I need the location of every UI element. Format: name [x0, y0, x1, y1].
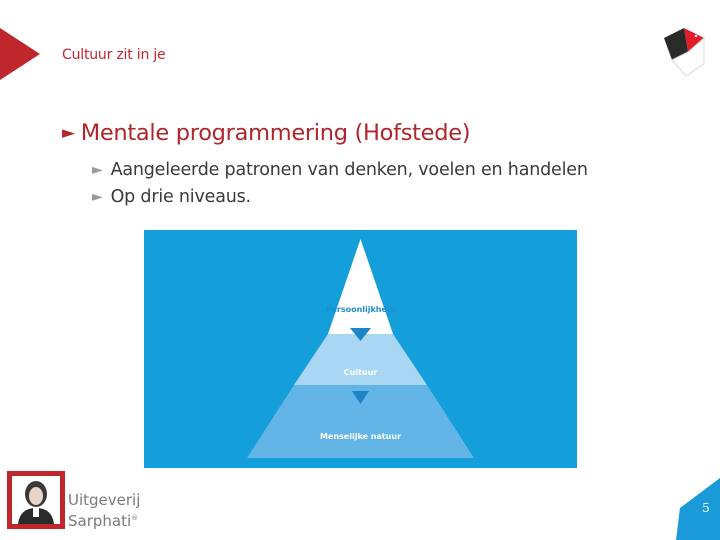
- pyramid-diagram: [144, 230, 577, 468]
- bullet-item: [92, 157, 588, 184]
- pyramid-label-human-nature: Menselijke natuur: [319, 432, 402, 441]
- bullet-item: [92, 184, 588, 211]
- publisher-portrait-logo: [6, 470, 66, 530]
- bullet-list: [92, 157, 588, 211]
- pyramid-label-culture: Cultuur: [343, 368, 378, 377]
- logo-mark-icon: [660, 26, 706, 78]
- bullet-arrow-icon: ►: [92, 162, 103, 178]
- slide-title-text: Mentale programmering (Hofstede): [80, 120, 471, 146]
- title-arrow-icon: ►: [62, 123, 75, 143]
- slide-header: Cultuur zit in je: [62, 47, 166, 63]
- pyramid-level-middle: [294, 334, 427, 385]
- pyramid-svg: [144, 230, 577, 468]
- slide-title: [62, 120, 470, 146]
- page-number-badge: [676, 478, 720, 540]
- bullet-text: Op drie niveaus.: [110, 187, 251, 207]
- pyramid-level-top: [328, 239, 393, 334]
- bullet-arrow-icon: ►: [92, 189, 103, 205]
- publisher-line-1: Uitgeverij: [68, 491, 141, 509]
- pyramid-label-personality: Persoonlijkheid: [325, 305, 396, 314]
- page-number: 5: [702, 501, 710, 515]
- corner-flag: [0, 28, 42, 80]
- trademark-symbol: ®: [131, 514, 139, 522]
- publisher-line-2: Sarphati: [68, 512, 132, 530]
- publisher-name: [68, 491, 140, 530]
- bullet-text: Aangeleerde patronen van denken, voelen en handelen: [110, 160, 588, 180]
